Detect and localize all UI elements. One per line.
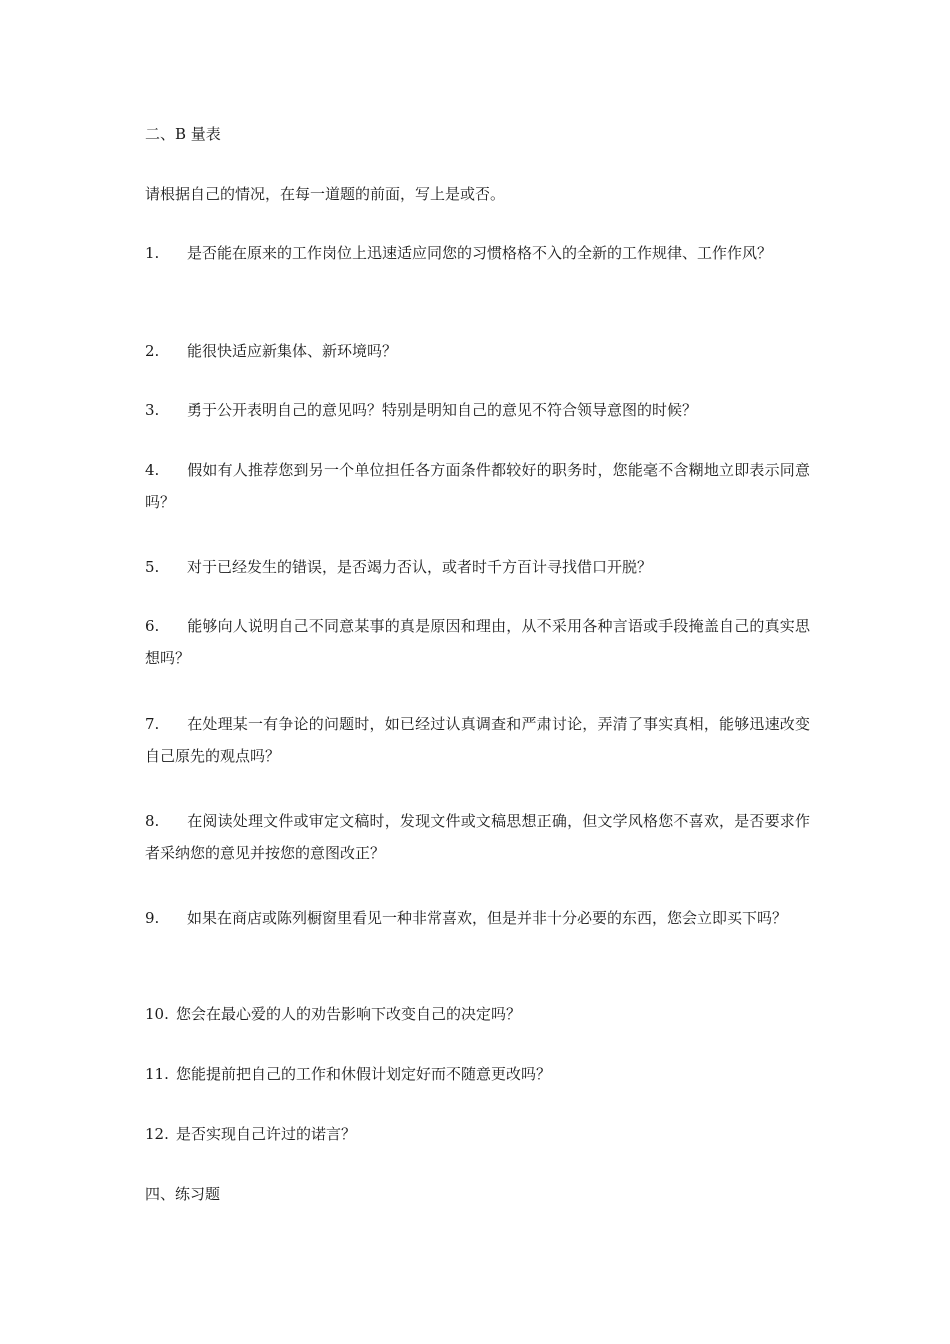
question-number: 5.: [145, 558, 160, 576]
question-text: 您能提前把自己的工作和休假计划定好而不随意更改吗？: [176, 1065, 552, 1083]
question-text: 是否实现自己许过的诺言？: [176, 1125, 357, 1143]
section-heading-four: 四、练习题: [145, 1185, 221, 1203]
section-heading-b: 二、B 量表: [145, 125, 221, 143]
question-text: 在阅读处理文件或审定文稿时，发现文件或文稿思想正确，但文学风格您不喜欢，是否要求作者采纳您的意见并按您的意图改正？: [145, 812, 810, 862]
question-number: 8.: [145, 812, 160, 830]
question-item: [145, 805, 810, 869]
question-number: 4.: [145, 461, 160, 479]
question-number: 9.: [145, 909, 160, 927]
question-number: 7.: [145, 715, 160, 733]
question-text: 是否能在原来的工作岗位上迅速适应同您的习惯格格不入的全新的工作规律、工作作风？: [187, 244, 773, 262]
question-text: 在处理某一有争论的问题时，如已经过认真调查和严肃讨论，弄清了事实真相，能够迅速改变自己原先的观点吗？: [145, 715, 810, 765]
question-item: [145, 610, 810, 674]
question-item: [145, 394, 810, 426]
question-item: [145, 335, 810, 367]
question-text: 假如有人推荐您到另一个单位担任各方面条件都较好的职务时，您能毫不含糊地立即表示同意吗？: [145, 461, 810, 511]
question-item: [145, 902, 810, 934]
question-text: 您会在最心爱的人的劝告影响下改变自己的决定吗？: [176, 1005, 522, 1023]
question-text: 对于已经发生的错误，是否竭力否认，或者时千方百计寻找借口开脱？: [187, 558, 653, 576]
question-number: 10.: [145, 1005, 169, 1023]
instruction-text: 请根据自己的情况，在每一道题的前面，写上是或否。: [145, 185, 506, 203]
question-item: [145, 708, 810, 772]
question-number: 2.: [145, 342, 160, 360]
question-number: 1.: [145, 244, 160, 262]
question-text: 能很快适应新集体、新环境吗？: [187, 342, 398, 360]
question-number: 12.: [145, 1125, 169, 1143]
question-number: 3.: [145, 401, 160, 419]
question-item: [145, 1118, 810, 1150]
question-item: [145, 237, 810, 269]
question-item: [145, 454, 810, 518]
question-item: [145, 551, 810, 583]
question-item: [145, 998, 810, 1030]
question-item: [145, 1058, 810, 1090]
question-number: 6.: [145, 617, 160, 635]
question-number: 11.: [145, 1065, 169, 1083]
question-text: 勇于公开表明自己的意见吗？特别是明知自己的意见不符合领导意图的时候？: [187, 401, 698, 419]
question-text: 如果在商店或陈列橱窗里看见一种非常喜欢，但是并非十分必要的东西，您会立即买下吗？: [187, 909, 788, 927]
question-text: 能够向人说明自己不同意某事的真是原因和理由，从不采用各种言语或手段掩盖自己的真实思想吗？: [145, 617, 810, 667]
